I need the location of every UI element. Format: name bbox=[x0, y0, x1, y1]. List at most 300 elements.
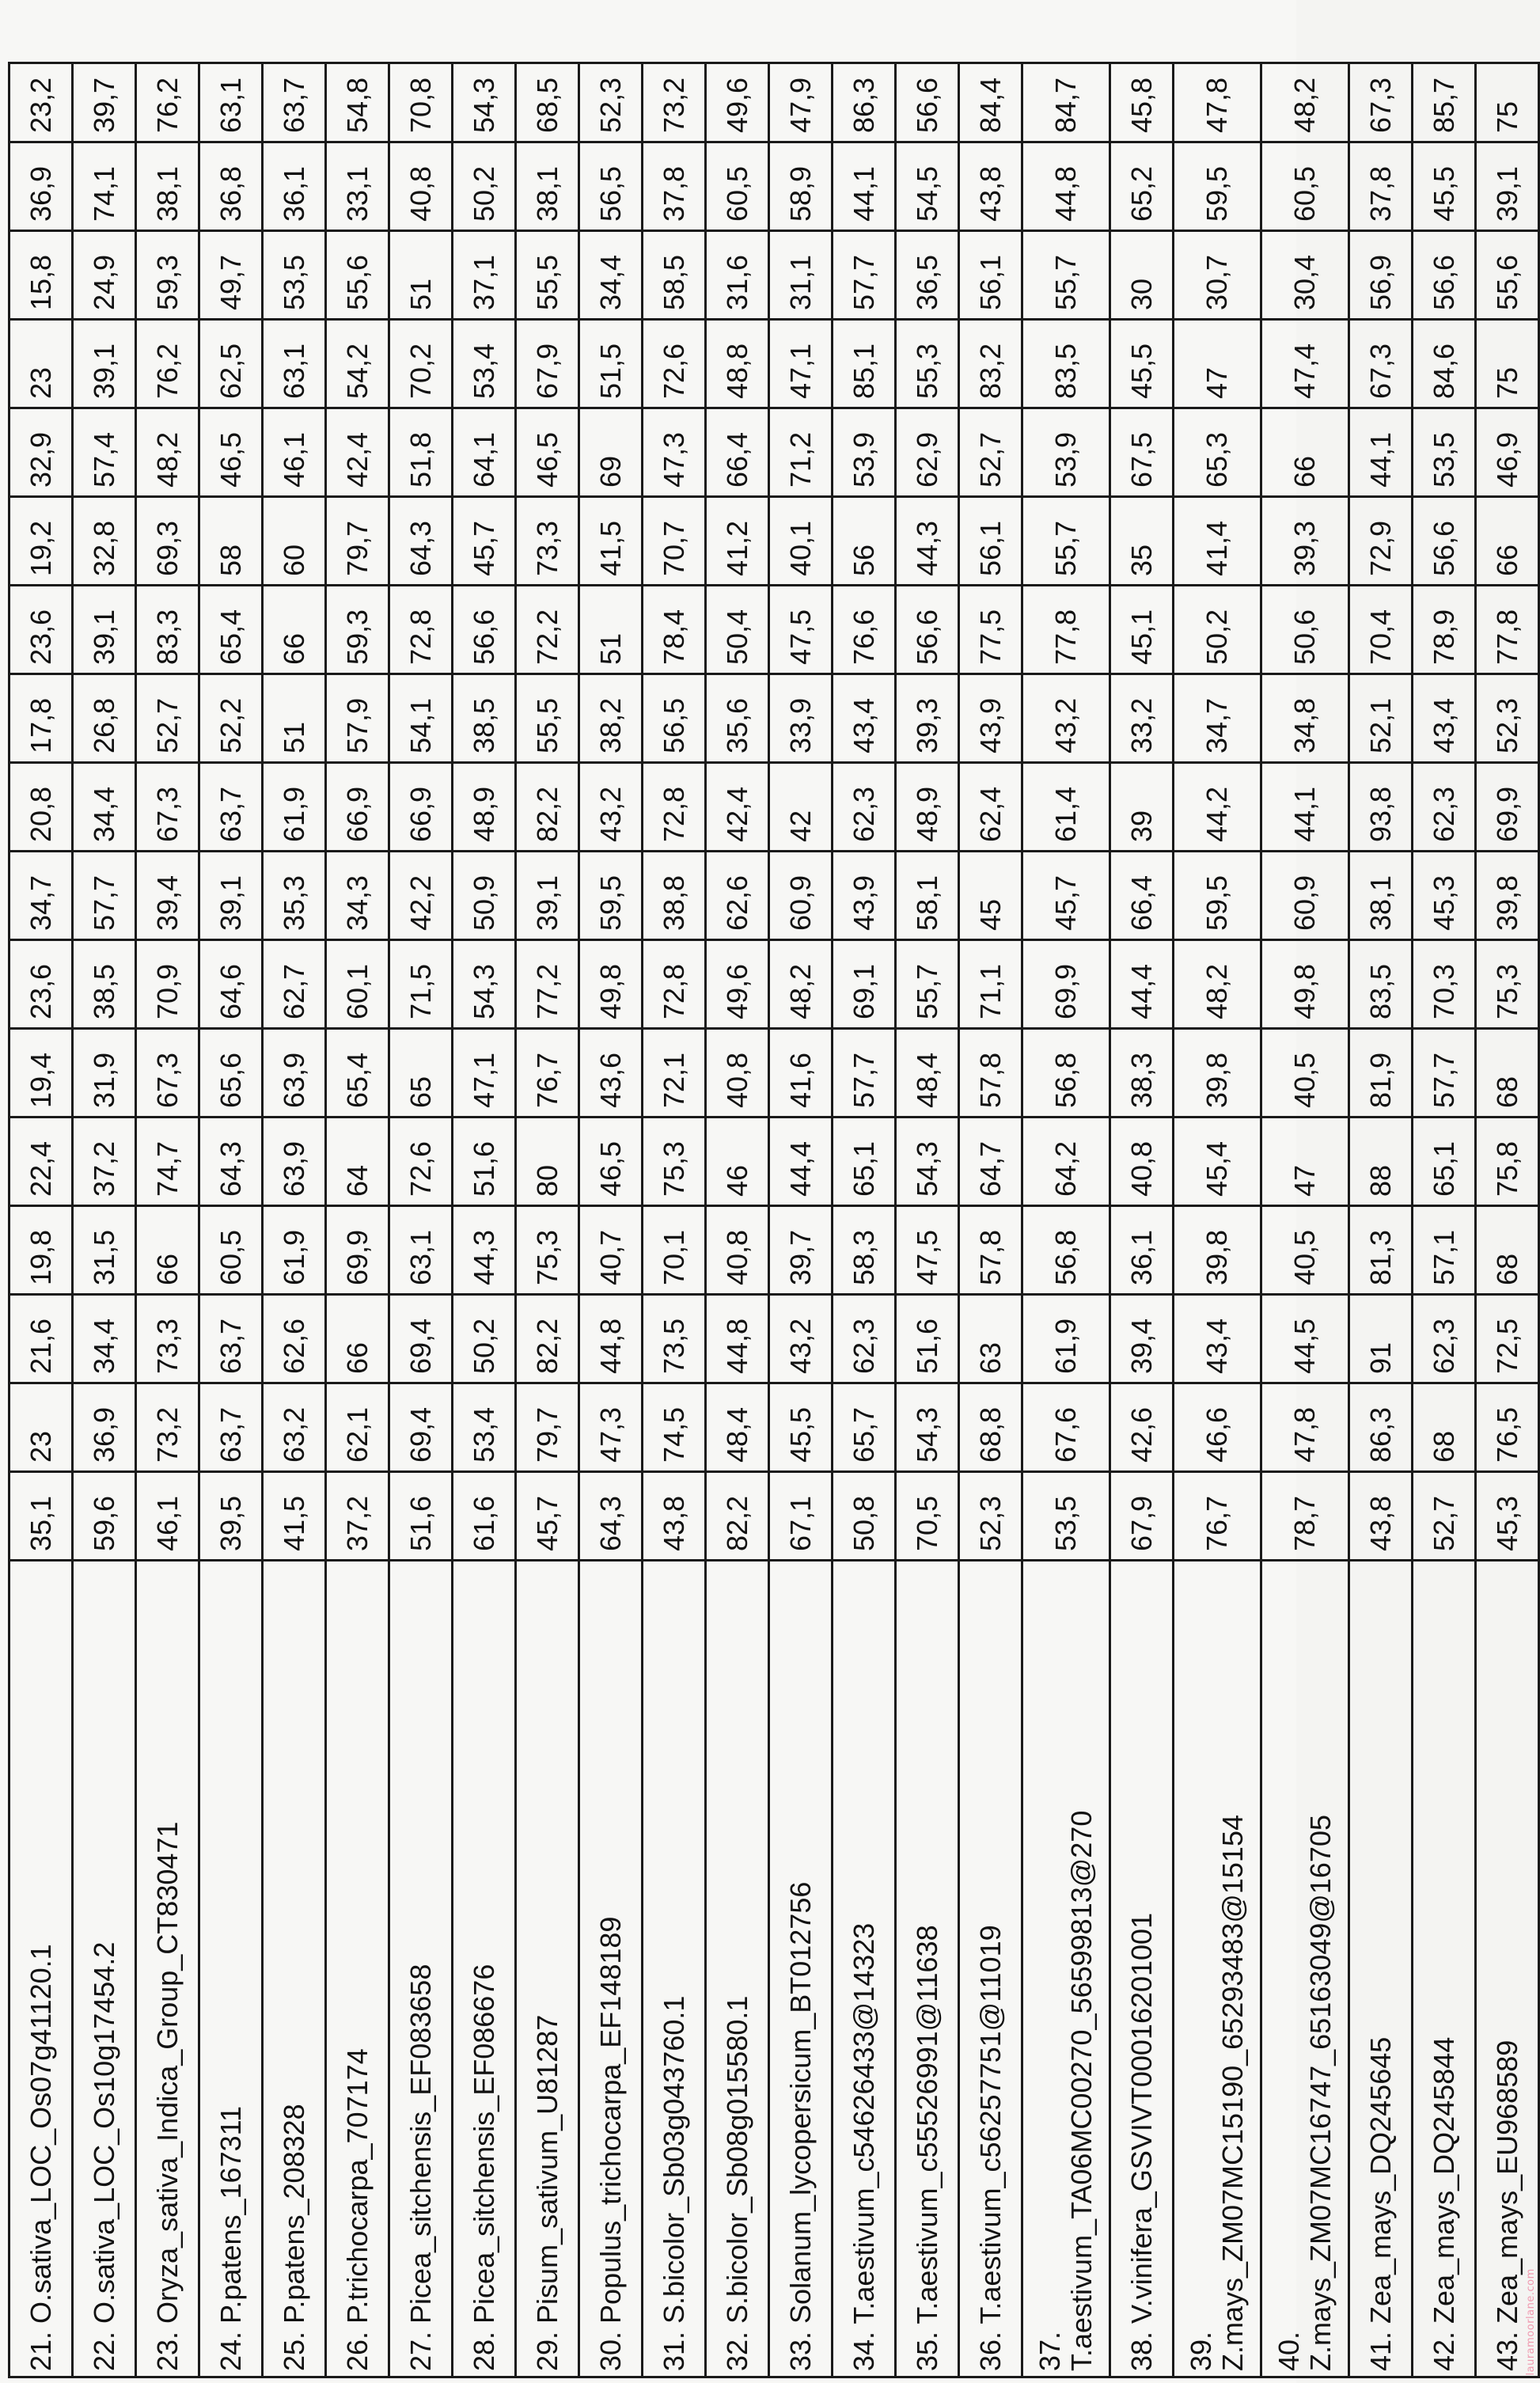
value-cell: 17,8 bbox=[9, 674, 73, 763]
value-cell: 68 bbox=[1476, 1206, 1539, 1295]
value-cell: 42,4 bbox=[706, 763, 769, 852]
value-cell: 72,8 bbox=[643, 763, 706, 852]
value-cell: 65,1 bbox=[833, 1118, 896, 1206]
value-cell: 71,2 bbox=[769, 408, 833, 497]
table-row bbox=[833, 63, 896, 2377]
value-cell: 36,5 bbox=[896, 231, 959, 320]
value-cell: 61,4 bbox=[1022, 763, 1110, 852]
value-cell: 88 bbox=[1349, 1118, 1413, 1206]
value-cell: 57,1 bbox=[1413, 1206, 1476, 1295]
value-cell: 46 bbox=[706, 1118, 769, 1206]
value-cell: 57,9 bbox=[326, 674, 389, 763]
value-cell: 73,2 bbox=[136, 1383, 199, 1472]
value-cell: 77,2 bbox=[516, 940, 579, 1029]
value-cell: 55,7 bbox=[1022, 497, 1110, 586]
value-cell: 58,9 bbox=[769, 142, 833, 231]
table-row bbox=[769, 63, 833, 2377]
value-cell: 69,3 bbox=[136, 497, 199, 586]
table-row bbox=[199, 63, 263, 2377]
row-label-cell bbox=[959, 1561, 1022, 2377]
row-label-cell bbox=[1022, 1561, 1110, 2377]
value-cell: 55,6 bbox=[326, 231, 389, 320]
row-label-cell bbox=[1174, 1561, 1261, 2377]
value-cell: 66 bbox=[326, 1295, 389, 1383]
value-cell: 43,9 bbox=[959, 674, 1022, 763]
row-label-continued: T.aestivum_TA06MC00270_56599813@270 bbox=[1065, 1810, 1098, 2371]
value-cell: 45,8 bbox=[1110, 63, 1174, 142]
value-cell: 40,8 bbox=[389, 142, 453, 231]
value-cell: 72,8 bbox=[389, 586, 453, 674]
row-label-cell bbox=[896, 1561, 959, 2377]
table-row bbox=[263, 63, 326, 2377]
value-cell: 79,7 bbox=[326, 497, 389, 586]
value-cell: 66,4 bbox=[1110, 852, 1174, 940]
row-label: 21. O.sativa_LOC_Os07g41120.1 bbox=[24, 1944, 57, 2371]
value-cell: 76,7 bbox=[516, 1029, 579, 1118]
value-cell: 47,1 bbox=[453, 1029, 516, 1118]
value-cell: 44,2 bbox=[1174, 763, 1261, 852]
value-cell: 40,5 bbox=[1261, 1206, 1349, 1295]
value-cell: 84,6 bbox=[1413, 320, 1476, 408]
value-cell: 36,8 bbox=[199, 142, 263, 231]
row-label-cell bbox=[73, 1561, 136, 2377]
value-cell: 34,4 bbox=[73, 763, 136, 852]
value-cell: 39,1 bbox=[73, 320, 136, 408]
value-cell: 53,5 bbox=[1022, 1472, 1110, 1561]
value-cell: 75 bbox=[1476, 63, 1539, 142]
value-cell: 72,6 bbox=[389, 1118, 453, 1206]
row-label: 31. S.bicolor_Sb03g043760.1 bbox=[657, 1995, 690, 2371]
row-label: 32. S.bicolor_Sb08g015580.1 bbox=[720, 1995, 753, 2371]
value-cell: 70,9 bbox=[136, 940, 199, 1029]
value-cell: 43,2 bbox=[1022, 674, 1110, 763]
value-cell: 48,2 bbox=[136, 408, 199, 497]
row-label: 35. T.aestivum_c55526991@11638 bbox=[910, 1925, 943, 2371]
value-cell: 76,6 bbox=[833, 586, 896, 674]
value-cell: 40,1 bbox=[769, 497, 833, 586]
value-cell: 47,1 bbox=[769, 320, 833, 408]
value-cell: 26,8 bbox=[73, 674, 136, 763]
value-cell: 64,1 bbox=[453, 408, 516, 497]
value-cell: 44,8 bbox=[579, 1295, 643, 1383]
value-cell: 43,8 bbox=[959, 142, 1022, 231]
value-cell: 86,3 bbox=[833, 63, 896, 142]
value-cell: 50,8 bbox=[833, 1472, 896, 1561]
row-label: 34. T.aestivum_c54626433@14323 bbox=[847, 1922, 880, 2371]
value-cell: 49,6 bbox=[706, 940, 769, 1029]
value-cell: 49,6 bbox=[706, 63, 769, 142]
value-cell: 73,3 bbox=[516, 497, 579, 586]
value-cell: 37,2 bbox=[73, 1118, 136, 1206]
value-cell: 59,5 bbox=[579, 852, 643, 940]
value-cell: 59,6 bbox=[73, 1472, 136, 1561]
row-label: 29. Pisum_sativum_U81287 bbox=[530, 2014, 563, 2371]
value-cell: 52,3 bbox=[579, 63, 643, 142]
value-cell: 31,1 bbox=[769, 231, 833, 320]
value-cell: 63,9 bbox=[263, 1118, 326, 1206]
value-cell: 36,9 bbox=[73, 1383, 136, 1472]
value-cell: 76,7 bbox=[1174, 1472, 1261, 1561]
value-cell: 61,9 bbox=[263, 1206, 326, 1295]
value-cell: 55,5 bbox=[516, 231, 579, 320]
value-cell: 56,9 bbox=[1349, 231, 1413, 320]
row-label: 36. T.aestivum_c56257751@11019 bbox=[973, 1925, 1007, 2371]
value-cell: 56,5 bbox=[579, 142, 643, 231]
value-cell: 44,3 bbox=[896, 497, 959, 586]
row-label-cell bbox=[1261, 1561, 1349, 2377]
row-label: 26. P.trichocarpa_707174 bbox=[340, 2048, 374, 2371]
value-cell: 56,6 bbox=[1413, 231, 1476, 320]
value-cell: 46,1 bbox=[136, 1472, 199, 1561]
value-cell: 78,4 bbox=[643, 586, 706, 674]
value-cell: 35,6 bbox=[706, 674, 769, 763]
row-label-cell bbox=[706, 1561, 769, 2377]
row-label: 41. Zea_mays_DQ245645 bbox=[1364, 2036, 1397, 2371]
value-cell: 67,6 bbox=[1022, 1383, 1110, 1472]
value-cell: 55,5 bbox=[516, 674, 579, 763]
value-cell: 62,3 bbox=[1413, 1295, 1476, 1383]
value-cell: 38,1 bbox=[516, 142, 579, 231]
value-cell: 40,5 bbox=[1261, 1029, 1349, 1118]
value-cell: 15,8 bbox=[9, 231, 73, 320]
table-row bbox=[1349, 63, 1413, 2377]
value-cell: 40,8 bbox=[706, 1206, 769, 1295]
value-cell: 51,5 bbox=[579, 320, 643, 408]
table-row bbox=[579, 63, 643, 2377]
value-cell: 38,5 bbox=[73, 940, 136, 1029]
value-cell: 61,9 bbox=[1022, 1295, 1110, 1383]
value-cell: 39,1 bbox=[1476, 142, 1539, 231]
value-cell: 47,8 bbox=[1174, 63, 1261, 142]
value-cell: 61,6 bbox=[453, 1472, 516, 1561]
value-cell: 80 bbox=[516, 1118, 579, 1206]
value-cell: 69,9 bbox=[326, 1206, 389, 1295]
value-cell: 44,8 bbox=[706, 1295, 769, 1383]
value-cell: 43,2 bbox=[769, 1295, 833, 1383]
value-cell: 45,5 bbox=[769, 1383, 833, 1472]
value-cell: 37,8 bbox=[1349, 142, 1413, 231]
value-cell: 22,4 bbox=[9, 1118, 73, 1206]
value-cell: 34,4 bbox=[73, 1295, 136, 1383]
value-cell: 23 bbox=[9, 1383, 73, 1472]
value-cell: 41,5 bbox=[263, 1472, 326, 1561]
value-cell: 59,5 bbox=[1174, 852, 1261, 940]
value-cell: 78,9 bbox=[1413, 586, 1476, 674]
value-cell: 68,5 bbox=[516, 63, 579, 142]
value-cell: 31,5 bbox=[73, 1206, 136, 1295]
value-cell: 74,7 bbox=[136, 1118, 199, 1206]
value-cell: 67,1 bbox=[769, 1472, 833, 1561]
value-cell: 57,8 bbox=[959, 1029, 1022, 1118]
value-cell: 60,9 bbox=[769, 852, 833, 940]
value-cell: 41,6 bbox=[769, 1029, 833, 1118]
table-row bbox=[136, 63, 199, 2377]
value-cell: 39,3 bbox=[1261, 497, 1349, 586]
value-cell: 24,9 bbox=[73, 231, 136, 320]
value-cell: 43,8 bbox=[1349, 1472, 1413, 1561]
value-cell: 35,1 bbox=[9, 1472, 73, 1561]
value-cell: 68,8 bbox=[959, 1383, 1022, 1472]
value-cell: 43,8 bbox=[643, 1472, 706, 1561]
value-cell: 57,7 bbox=[73, 852, 136, 940]
value-cell: 54,3 bbox=[453, 63, 516, 142]
value-cell: 93,8 bbox=[1349, 763, 1413, 852]
value-cell: 65,4 bbox=[326, 1029, 389, 1118]
value-cell: 57,7 bbox=[833, 1029, 896, 1118]
value-cell: 69 bbox=[579, 408, 643, 497]
value-cell: 62,6 bbox=[263, 1295, 326, 1383]
value-cell: 48,4 bbox=[706, 1383, 769, 1472]
value-cell: 35,3 bbox=[263, 852, 326, 940]
value-cell: 50,9 bbox=[453, 852, 516, 940]
value-cell: 50,2 bbox=[453, 142, 516, 231]
value-cell: 65,6 bbox=[199, 1029, 263, 1118]
value-cell: 45 bbox=[959, 852, 1022, 940]
value-cell: 63,1 bbox=[199, 63, 263, 142]
value-cell: 72,2 bbox=[516, 586, 579, 674]
value-cell: 30,4 bbox=[1261, 231, 1349, 320]
row-label-cell bbox=[1110, 1561, 1174, 2377]
value-cell: 69,9 bbox=[1476, 763, 1539, 852]
row-label: 40. bbox=[1273, 2331, 1305, 2371]
value-cell: 59,3 bbox=[326, 586, 389, 674]
value-cell: 48,8 bbox=[706, 320, 769, 408]
value-cell: 48,4 bbox=[896, 1029, 959, 1118]
value-cell: 39,1 bbox=[199, 852, 263, 940]
value-cell: 66 bbox=[263, 586, 326, 674]
value-cell: 73,3 bbox=[136, 1295, 199, 1383]
value-cell: 67,3 bbox=[136, 1029, 199, 1118]
value-cell: 35 bbox=[1110, 497, 1174, 586]
table-row bbox=[326, 63, 389, 2377]
value-cell: 56,8 bbox=[1022, 1206, 1110, 1295]
value-cell: 44,5 bbox=[1261, 1295, 1349, 1383]
value-cell: 48,9 bbox=[896, 763, 959, 852]
value-cell: 39,8 bbox=[1476, 852, 1539, 940]
value-cell: 42 bbox=[769, 763, 833, 852]
value-cell: 64,7 bbox=[959, 1118, 1022, 1206]
row-label-continued: Z.mays_ZM07MC16747_65163049@16705 bbox=[1304, 1815, 1337, 2371]
value-cell: 43,2 bbox=[579, 763, 643, 852]
value-cell: 45,3 bbox=[1413, 852, 1476, 940]
value-cell: 41,5 bbox=[579, 497, 643, 586]
value-cell: 53,4 bbox=[453, 320, 516, 408]
table-row bbox=[389, 63, 453, 2377]
row-label-cell bbox=[326, 1561, 389, 2377]
value-cell: 56,6 bbox=[1413, 497, 1476, 586]
value-cell: 56,1 bbox=[959, 497, 1022, 586]
value-cell: 46,5 bbox=[199, 408, 263, 497]
value-cell: 49,8 bbox=[1261, 940, 1349, 1029]
value-cell: 57,7 bbox=[1413, 1029, 1476, 1118]
value-cell: 54,1 bbox=[389, 674, 453, 763]
value-cell: 60,5 bbox=[706, 142, 769, 231]
value-cell: 42,2 bbox=[389, 852, 453, 940]
value-cell: 49,7 bbox=[199, 231, 263, 320]
value-cell: 58,1 bbox=[896, 852, 959, 940]
value-cell: 67,9 bbox=[1110, 1472, 1174, 1561]
value-cell: 47 bbox=[1261, 1118, 1349, 1206]
value-cell: 46,5 bbox=[579, 1118, 643, 1206]
value-cell: 72,9 bbox=[1349, 497, 1413, 586]
value-cell: 51,6 bbox=[453, 1118, 516, 1206]
value-cell: 83,3 bbox=[136, 586, 199, 674]
value-cell: 85,7 bbox=[1413, 63, 1476, 142]
table-row bbox=[453, 63, 516, 2377]
value-cell: 47,5 bbox=[896, 1206, 959, 1295]
value-cell: 84,7 bbox=[1022, 63, 1110, 142]
value-cell: 84,4 bbox=[959, 63, 1022, 142]
value-cell: 63,7 bbox=[199, 1295, 263, 1383]
value-cell: 64,2 bbox=[1022, 1118, 1110, 1206]
row-label-cell bbox=[579, 1561, 643, 2377]
value-cell: 36,1 bbox=[1110, 1206, 1174, 1295]
value-cell: 61,9 bbox=[263, 763, 326, 852]
value-cell: 54,3 bbox=[453, 940, 516, 1029]
value-cell: 62,9 bbox=[896, 408, 959, 497]
value-cell: 19,4 bbox=[9, 1029, 73, 1118]
value-cell: 34,4 bbox=[579, 231, 643, 320]
value-cell: 73,5 bbox=[643, 1295, 706, 1383]
value-cell: 47,3 bbox=[579, 1383, 643, 1472]
table-row bbox=[643, 63, 706, 2377]
value-cell: 50,2 bbox=[453, 1295, 516, 1383]
value-cell: 70,1 bbox=[643, 1206, 706, 1295]
value-cell: 86,3 bbox=[1349, 1383, 1413, 1472]
row-label: 23. Oryza_sativa_Indica_Group_CT830471 bbox=[150, 1821, 184, 2371]
row-label: 25. P.patens_208328 bbox=[277, 2104, 310, 2371]
value-cell: 46,1 bbox=[263, 408, 326, 497]
row-label-cell bbox=[1349, 1561, 1413, 2377]
value-cell: 65,2 bbox=[1110, 142, 1174, 231]
value-cell: 46,5 bbox=[516, 408, 579, 497]
value-cell: 19,8 bbox=[9, 1206, 73, 1295]
value-cell: 43,4 bbox=[1174, 1295, 1261, 1383]
value-cell: 39,4 bbox=[136, 852, 199, 940]
value-cell: 49,8 bbox=[579, 940, 643, 1029]
row-label-cell bbox=[9, 1561, 73, 2377]
value-cell: 58,3 bbox=[833, 1206, 896, 1295]
watermark-text: lauramoorlane.com bbox=[1524, 2268, 1537, 2376]
value-cell: 20,8 bbox=[9, 763, 73, 852]
value-cell: 23,6 bbox=[9, 586, 73, 674]
value-cell: 54,3 bbox=[896, 1383, 959, 1472]
value-cell: 81,9 bbox=[1349, 1029, 1413, 1118]
value-cell: 48,2 bbox=[769, 940, 833, 1029]
value-cell: 62,7 bbox=[263, 940, 326, 1029]
value-cell: 53,9 bbox=[833, 408, 896, 497]
value-cell: 44,4 bbox=[769, 1118, 833, 1206]
value-cell: 42,6 bbox=[1110, 1383, 1174, 1472]
value-cell: 62,4 bbox=[959, 763, 1022, 852]
value-cell: 56,8 bbox=[1022, 1029, 1110, 1118]
table-row bbox=[73, 63, 136, 2377]
value-cell: 33,2 bbox=[1110, 674, 1174, 763]
value-cell: 62,3 bbox=[833, 763, 896, 852]
value-cell: 62,5 bbox=[199, 320, 263, 408]
value-cell: 76,2 bbox=[136, 63, 199, 142]
value-cell: 39,8 bbox=[1174, 1029, 1261, 1118]
value-cell: 54,3 bbox=[896, 1118, 959, 1206]
value-cell: 76,2 bbox=[136, 320, 199, 408]
value-cell: 50,6 bbox=[1261, 586, 1349, 674]
value-cell: 73,2 bbox=[643, 63, 706, 142]
value-cell: 55,7 bbox=[1022, 231, 1110, 320]
value-cell: 57,4 bbox=[73, 408, 136, 497]
value-cell: 74,1 bbox=[73, 142, 136, 231]
value-cell: 31,6 bbox=[706, 231, 769, 320]
value-cell: 66,9 bbox=[326, 763, 389, 852]
value-cell: 23,6 bbox=[9, 940, 73, 1029]
value-cell: 41,2 bbox=[706, 497, 769, 586]
table-row bbox=[9, 63, 73, 2377]
value-cell: 57,8 bbox=[959, 1206, 1022, 1295]
value-cell: 60,5 bbox=[1261, 142, 1349, 231]
value-cell: 65,1 bbox=[1413, 1118, 1476, 1206]
value-cell: 53,4 bbox=[453, 1383, 516, 1472]
value-cell: 59,5 bbox=[1174, 142, 1261, 231]
value-cell: 51 bbox=[263, 674, 326, 763]
table-row bbox=[516, 63, 579, 2377]
table-row bbox=[1261, 63, 1349, 2377]
value-cell: 47,3 bbox=[643, 408, 706, 497]
value-cell: 38,2 bbox=[579, 674, 643, 763]
value-cell: 58 bbox=[199, 497, 263, 586]
value-cell: 60,5 bbox=[199, 1206, 263, 1295]
value-cell: 37,2 bbox=[326, 1472, 389, 1561]
value-cell: 57,7 bbox=[833, 231, 896, 320]
value-cell: 44,3 bbox=[453, 1206, 516, 1295]
value-cell: 60 bbox=[263, 497, 326, 586]
value-cell: 63,7 bbox=[199, 763, 263, 852]
row-label: 24. P.patens_167311 bbox=[214, 2106, 247, 2371]
value-cell: 70,5 bbox=[896, 1472, 959, 1561]
value-cell: 39 bbox=[1110, 763, 1174, 852]
value-cell: 45,4 bbox=[1174, 1118, 1261, 1206]
value-cell: 52,3 bbox=[959, 1472, 1022, 1561]
value-cell: 19,2 bbox=[9, 497, 73, 586]
value-cell: 83,5 bbox=[1349, 940, 1413, 1029]
value-cell: 76,5 bbox=[1476, 1383, 1539, 1472]
value-cell: 56 bbox=[833, 497, 896, 586]
value-cell: 67,3 bbox=[136, 763, 199, 852]
table-row bbox=[1110, 63, 1174, 2377]
value-cell: 75,3 bbox=[1476, 940, 1539, 1029]
row-label-cell bbox=[769, 1561, 833, 2377]
value-cell: 71,5 bbox=[389, 940, 453, 1029]
value-cell: 45,7 bbox=[516, 1472, 579, 1561]
row-label-cell bbox=[453, 1561, 516, 2377]
table-row bbox=[959, 63, 1022, 2377]
value-cell: 42,4 bbox=[326, 408, 389, 497]
value-cell: 45,3 bbox=[1476, 1472, 1539, 1561]
value-cell: 41,4 bbox=[1174, 497, 1261, 586]
value-cell: 56,6 bbox=[896, 63, 959, 142]
value-cell: 53,9 bbox=[1022, 408, 1110, 497]
row-label: 28. Picea_sitchensis_EF086676 bbox=[467, 1964, 500, 2371]
row-label-cell bbox=[833, 1561, 896, 2377]
value-cell: 32,9 bbox=[9, 408, 73, 497]
value-cell: 39,4 bbox=[1110, 1295, 1174, 1383]
value-cell: 39,5 bbox=[199, 1472, 263, 1561]
row-label-cell bbox=[1476, 1561, 1539, 2377]
value-cell: 65 bbox=[389, 1029, 453, 1118]
value-cell: 77,5 bbox=[959, 586, 1022, 674]
value-cell: 39,3 bbox=[896, 674, 959, 763]
value-cell: 85,1 bbox=[833, 320, 896, 408]
value-cell: 69,9 bbox=[1022, 940, 1110, 1029]
value-cell: 62,3 bbox=[833, 1295, 896, 1383]
